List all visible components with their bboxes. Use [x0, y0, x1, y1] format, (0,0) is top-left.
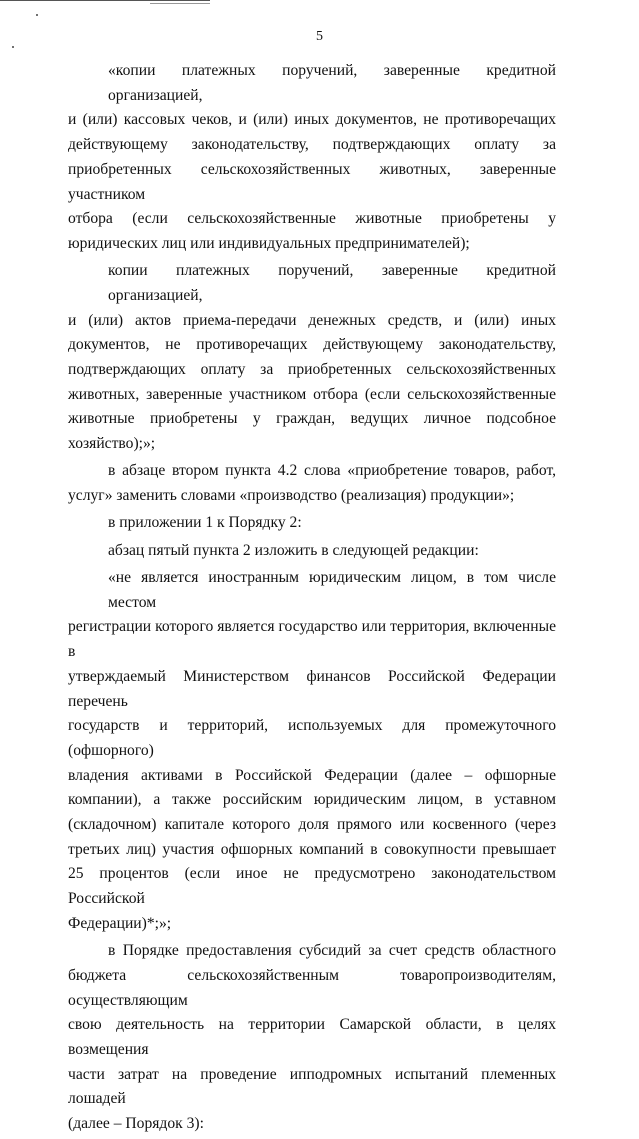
- text-line: «не является иностранным юридическим лицом, в том числе местом: [108, 569, 556, 611]
- paragraph: [68, 259, 556, 457]
- text-line: свою деятельность на территории Самарской области, в целях возмещения: [68, 1016, 556, 1058]
- text-line: компании), а также российским юридическим лицом, в уставном: [68, 791, 556, 809]
- paragraph: [68, 59, 556, 257]
- text-line: отбора (если сельскохозяйственные животные приобретены у: [68, 210, 556, 228]
- text-line: приобретенных сельскохозяйственных животных, заверенные участником: [68, 160, 556, 203]
- paragraph: [68, 566, 556, 937]
- text-line: владения активами в Российской Федерации (далее – офшорные: [68, 766, 556, 784]
- text-line: части затрат на проведение ипподромных испытаний племенных лошадей: [68, 1065, 556, 1108]
- paragraph: [68, 511, 556, 536]
- text-line: бюджета сельскохозяйственным товаропроизводителям, осуществляющим: [68, 966, 556, 1009]
- text-line: государств и территорий, используемых для промежуточного (офшорного): [68, 717, 556, 759]
- text-line: и (или) актов приема-передачи денежных средств, и (или) иных: [68, 311, 556, 329]
- text-line: в Порядке предоставления субсидий за счет средств областного: [108, 942, 556, 960]
- text-line: документов, не противоречащих действующему законодательству,: [68, 336, 556, 354]
- text-line: третьих лиц) участия офшорных компаний в совокупности превышает: [68, 840, 556, 858]
- text-line: «копии платежных поручений, заверенные кредитной организацией,: [108, 62, 556, 104]
- text-line: хозяйство);»;: [68, 435, 156, 453]
- text-line: (далее – Порядок 3):: [68, 1115, 204, 1133]
- text-line: регистрации которого является государство или территория, включенные в: [68, 618, 556, 661]
- text-line: Федерации)*;»;: [68, 914, 172, 932]
- page-number: 5: [316, 29, 323, 44]
- text-line: абзац пятый пункта 2 изложить в следующей редакции:: [108, 541, 479, 559]
- paragraph: [68, 459, 556, 508]
- paragraph: [68, 539, 556, 564]
- text-line: 25 процентов (если иное не предусмотрено законодательством Российской: [68, 865, 556, 908]
- document-body: [68, 59, 556, 1139]
- paragraph: [68, 939, 556, 1137]
- text-line: утверждаемый Министерством финансов Российской Федерации перечень: [68, 667, 556, 710]
- scan-edge-line: [0, 0, 210, 1]
- text-line: в абзаце втором пункта 4.2 слова «приобретение товаров, работ,: [108, 462, 556, 480]
- text-line: (складочном) капитале которого доля прямого или косвенного (через: [68, 816, 556, 834]
- scan-speck: [36, 14, 38, 16]
- scan-edge-line-faint: [150, 3, 210, 4]
- text-line: животных, заверенные участником отбора (если сельскохозяйственные: [68, 385, 556, 403]
- text-line: копии платежных поручений, заверенные кредитной организацией,: [108, 262, 556, 304]
- text-line: услуг» заменить словами «производство (реализация) продукции»;: [68, 487, 515, 505]
- text-line: действующему законодательству, подтверждающих оплату за: [68, 136, 556, 154]
- text-line: в приложении 1 к Порядку 2:: [108, 514, 302, 532]
- text-line: животные приобретены у граждан, ведущих личное подсобное: [68, 410, 556, 428]
- text-line: подтверждающих оплату за приобретенных сельскохозяйственных: [68, 361, 556, 379]
- text-line: и (или) кассовых чеков, и (или) иных документов, не противоречащих: [68, 111, 556, 129]
- text-line: юридических лиц или индивидуальных предпринимателей);: [68, 234, 470, 252]
- scan-speck: [12, 46, 14, 48]
